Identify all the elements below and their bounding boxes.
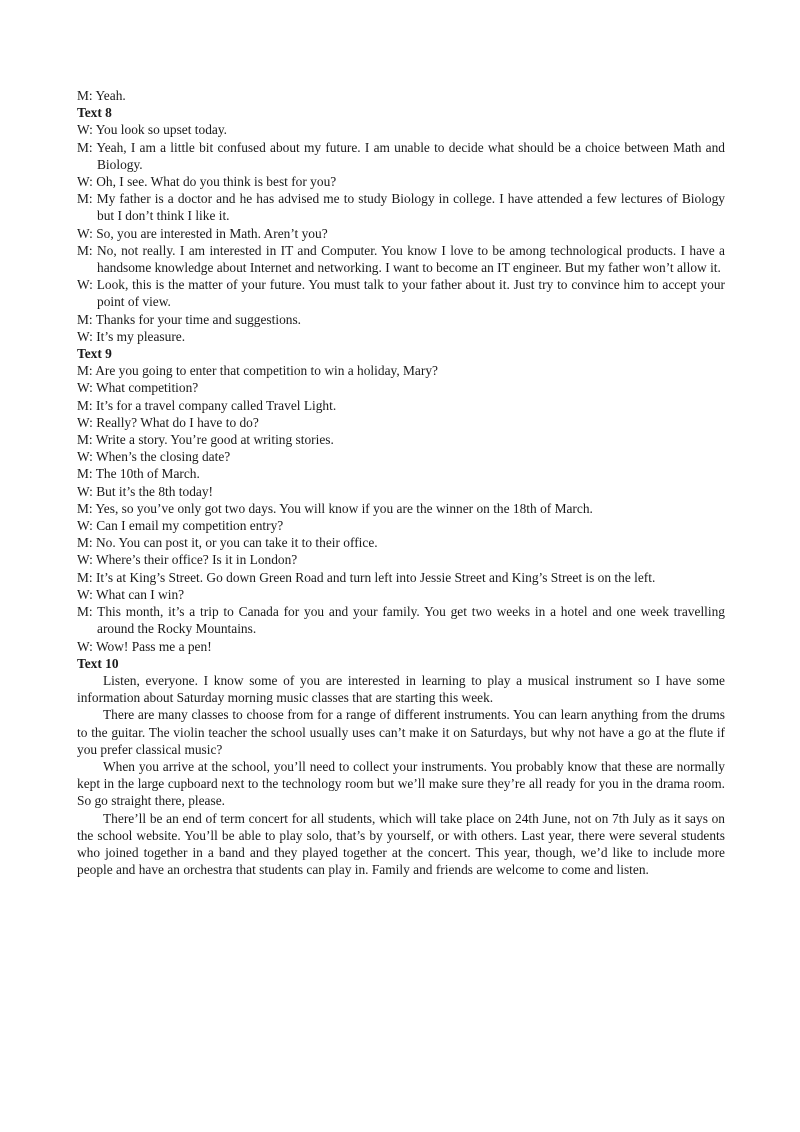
dialogue-line: W: When’s the closing date? [77,449,231,465]
dialogue-line: M: Write a story. You’re good at writing stories. [77,432,334,448]
section-intro [77,87,725,104]
section-heading: Text 9 [77,346,112,362]
dialogue-line: M: Yeah. [77,88,126,103]
dialogue-line: W: Really? What do I have to do? [77,414,259,430]
monologue-paragraph: There’ll be an end of term concert for all students, which will take place on 24th June, not on 7th July as it says on the school website. You’ll be able to play solo, that’s by yourself, or with others. Last year, there were several students who joined together in a band and they played together at the concert. This year, though, we’d like to include more people and have an orchestra that students can play in. Family and friends are welcome to come and listen. [77,810,725,878]
dialogue-line: W: Look, this is the matter of your future. You must talk to your father about it. Just try to convince him to accept your point of view. [77,277,725,310]
dialogue-line: W: You look so upset today. [77,122,228,138]
section-text-9 [77,345,725,655]
dialogue-line: W: But it’s the 8th today! [77,483,213,499]
dialogue-line: W: It’s my pleasure. [77,328,186,344]
dialogue-line: W: Can I email my competition entry? [77,518,284,534]
dialogue-line: M: It’s at King’s Street. Go down Green Road and turn left into Jessie Street and King’s Street is on the left. [77,569,656,585]
dialogue-line: W: Wow! Pass me a pen! [77,638,212,654]
dialogue-line: M: My father is a doctor and he has advised me to study Biology in college. I have attended a few lectures of Biology but I don’t think I like it. [77,191,725,224]
monologue-paragraph: When you arrive at the school, you’ll need to collect your instruments. You probably know that these are normally kept in the large cupboard next to the technology room but we’ll make sure they’re all ready for you in the drama room. So go straight there, please. [77,758,725,809]
dialogue-line: M: The 10th of March. [77,466,200,482]
dialogue-line: W: What can I win? [77,586,185,602]
section-heading: Text 10 [77,655,119,671]
dialogue-line: M: Yes, so you’ve only got two days. You will know if you are the winner on the 18th of March. [77,500,593,516]
monologue-paragraph: Listen, everyone. I know some of you are interested in learning to play a musical instrument so I have some information about Saturday morning music classes that are starting this week. [77,672,725,706]
dialogue-line: M: This month, it’s a trip to Canada for you and your family. You get two weeks in a hotel and one week travelling around the Rocky Mountains. [77,604,725,637]
section-text-10 [77,655,725,879]
section-text-8 [77,104,725,345]
dialogue-line: W: Oh, I see. What do you think is best for you? [77,174,337,190]
dialogue-line: M: It’s for a travel company called Travel Light. [77,397,337,413]
dialogue-line: W: What competition? [77,380,199,396]
section-heading: Text 8 [77,105,112,121]
dialogue-line: M: Are you going to enter that competition to win a holiday, Mary? [77,363,438,379]
dialogue-line: M: Yeah, I am a little bit confused about my future. I am unable to decide what should be a choice between Math and Biology. [77,139,725,172]
dialogue-line: M: Thanks for your time and suggestions. [77,311,302,327]
dialogue-line: W: Where’s their office? Is it in London? [77,552,298,568]
dialogue-line: W: So, you are interested in Math. Aren’t you? [77,225,328,241]
monologue-paragraph: There are many classes to choose from for a range of different instruments. You can learn anything from the drums to the guitar. The violin teacher the school usually uses can’t make it on Saturdays, but why not have a go at the flute if you prefer classical music? [77,707,725,757]
dialogue-line: M: No, not really. I am interested in IT and Computer. You know I love to be among technological products. I have a handsome knowledge about Internet and networking. I want to become an IT engineer. But my father won’t allow it. [77,242,725,276]
dialogue-line: M: No. You can post it, or you can take it to their office. [77,535,378,551]
